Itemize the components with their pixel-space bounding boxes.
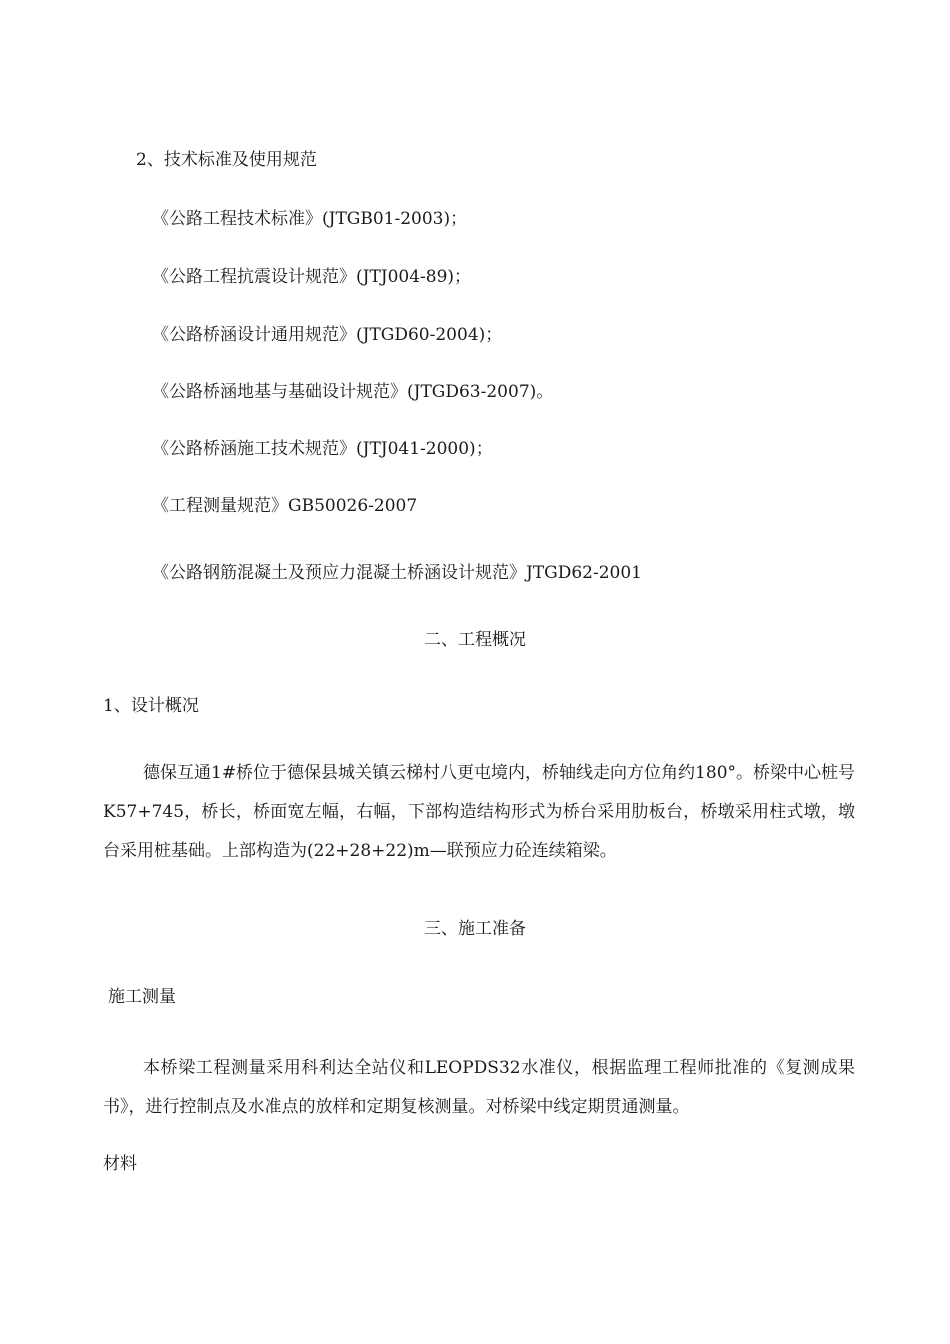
sub-heading-design-overview: 1、设计概况 <box>103 696 199 716</box>
section-title-construction-prep: 三、施工准备 <box>424 919 526 939</box>
sub-heading-materials: 材料 <box>103 1154 137 1174</box>
standard-item: 《公路桥涵地基与基础设计规范》(JTGD63-2007)。 <box>152 382 554 402</box>
standard-item: 《公路桥涵设计通用规范》(JTGD60-2004)； <box>152 325 503 345</box>
standard-item: 《公路桥涵施工技术规范》(JTJ041-2000)； <box>152 439 493 459</box>
section-heading-standards: 2、技术标准及使用规范 <box>136 150 317 170</box>
sub-heading-construction-survey: 施工测量 <box>108 987 176 1007</box>
standard-item: 《公路工程抗震设计规范》(JTJ004-89)； <box>152 267 472 287</box>
section-title-project-overview: 二、工程概况 <box>424 630 526 650</box>
standard-item: 《工程测量规范》GB50026-2007 <box>152 496 418 516</box>
standard-item: 《公路工程技术标准》(JTGB01-2003)； <box>152 209 468 229</box>
standard-item: 《公路钢筋混凝土及预应力混凝土桥涵设计规范》JTGD62-2001 <box>152 563 643 583</box>
paragraph-construction-survey: 本桥梁工程测量采用科利达全站仪和LEOPDS32水准仪，根据监理工程师批准的《复测成果书》，进行控制点及水准点的放样和定期复核测量。对桥梁中线定期贯通测量。 <box>103 1058 855 1117</box>
paragraph-design-overview: 德保互通1#桥位于德保县城关镇云梯村八更屯境内，桥轴线走向方位角约180°。桥梁中心桩号K57+745，桥长，桥面宽左幅，右幅，下部构造结构形式为桥台采用肋板台，桥墩采用柱式墩，墩台采用桩基础。上部构造为(22+28+22)m—联预应力砼连续箱梁。 <box>103 763 856 861</box>
